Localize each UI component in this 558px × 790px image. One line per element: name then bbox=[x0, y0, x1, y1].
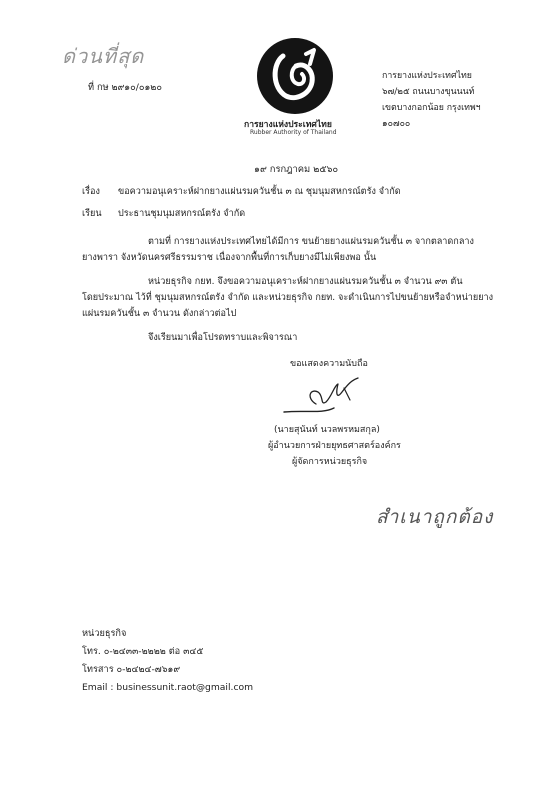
address-line-4: ๑๐๗๐๐ bbox=[382, 119, 411, 129]
org-logo bbox=[250, 36, 340, 116]
org-name-thai: การยางแห่งประเทศไทย bbox=[244, 120, 332, 130]
recipient-text: ประธานชุมนุมสหกรณ์ตรัง จำกัด bbox=[118, 209, 246, 219]
paragraph-1-line-2: ยางพารา จังหวัดนครศรีธรรมราช เนื่องจากพื้นที่การเก็บยางมีไม่เพียงพอ นั้น bbox=[82, 253, 377, 263]
recipient-label: เรียน bbox=[82, 209, 102, 219]
paragraph-2-line-2: โดยประมาณ ไว้ที่ ชุมนุมสหกรณ์ตรัง จำกัด และหน่วยธุรกิจ กยท. จะดำเนินการไปขนย้ายหรือจำหน่ายยาง bbox=[82, 293, 494, 303]
signer-name: (นายสุนันท์ นวลพรหมสกุล) bbox=[274, 425, 380, 435]
urgent-stamp: ด่วนที่สุด bbox=[62, 44, 145, 68]
address-line-1: การยางแห่งประเทศไทย bbox=[382, 71, 472, 81]
paragraph-2-line-3: แผ่นรมควันชั้น ๓ จำนวน ดังกล่าวต่อไป bbox=[82, 309, 237, 319]
letter-date: ๑๙ กรกฎาคม ๒๕๖๐ bbox=[254, 164, 339, 175]
closing-text: ขอแสดงความนับถือ bbox=[290, 359, 368, 369]
signer-title-1: ผู้อำนวยการฝ่ายยุทธศาสตร์องค์กร bbox=[268, 441, 401, 451]
footer-fax: โทรสาร ๐-๒๔๒๔-๗๖๑๙ bbox=[82, 664, 181, 675]
footer-telephone: โทร. ๐-๒๔๓๓-๒๒๒๒ ต่อ ๓๔๕ bbox=[82, 646, 204, 657]
address-line-2: ๖๗/๒๕ ถนนบางขุนนนท์ bbox=[382, 87, 475, 97]
paragraph-3: จึงเรียนมาเพื่อโปรดทราบและพิจารณา bbox=[148, 333, 298, 343]
signature-mark bbox=[276, 374, 376, 424]
paragraph-1-line-1: ตามที่ การยางแห่งประเทศไทยได้มีการ ขนย้ายยางแผ่นรมควันชั้น ๓ จากตลาดกลาง bbox=[148, 237, 474, 247]
certified-copy-handwriting: สำเนาถูกต้อง bbox=[376, 506, 494, 528]
footer-email: Email : businessunit.raot@gmail.com bbox=[82, 682, 254, 693]
paragraph-2-line-1: หน่วยธุรกิจ กยท. จึงขอความอนุเคราะห์ฝากยางแผ่นรมควันชั้น ๓ จำนวน ๙๓ ตัน bbox=[148, 277, 463, 287]
address-line-3: เขตบางกอกน้อย กรุงเทพฯ bbox=[382, 103, 481, 113]
handwritten-signature-icon bbox=[276, 374, 376, 420]
subject-text: ขอความอนุเคราะห์ฝากยางแผ่นรมควันชั้น ๓ ณ ชุมนุมสหกรณ์ตรัง จำกัด bbox=[118, 187, 401, 197]
rubber-authority-logo-icon bbox=[252, 36, 338, 116]
document-number: ที่ กษ ๒๙๑๐/๐๑๒๐ bbox=[88, 82, 162, 93]
footer-unit: หน่วยธุรกิจ bbox=[82, 628, 127, 639]
org-name-english: Rubber Authority of Thailand bbox=[250, 129, 337, 136]
signer-title-2: ผู้จัดการหน่วยธุรกิจ bbox=[292, 457, 368, 467]
subject-label: เรื่อง bbox=[82, 187, 100, 197]
